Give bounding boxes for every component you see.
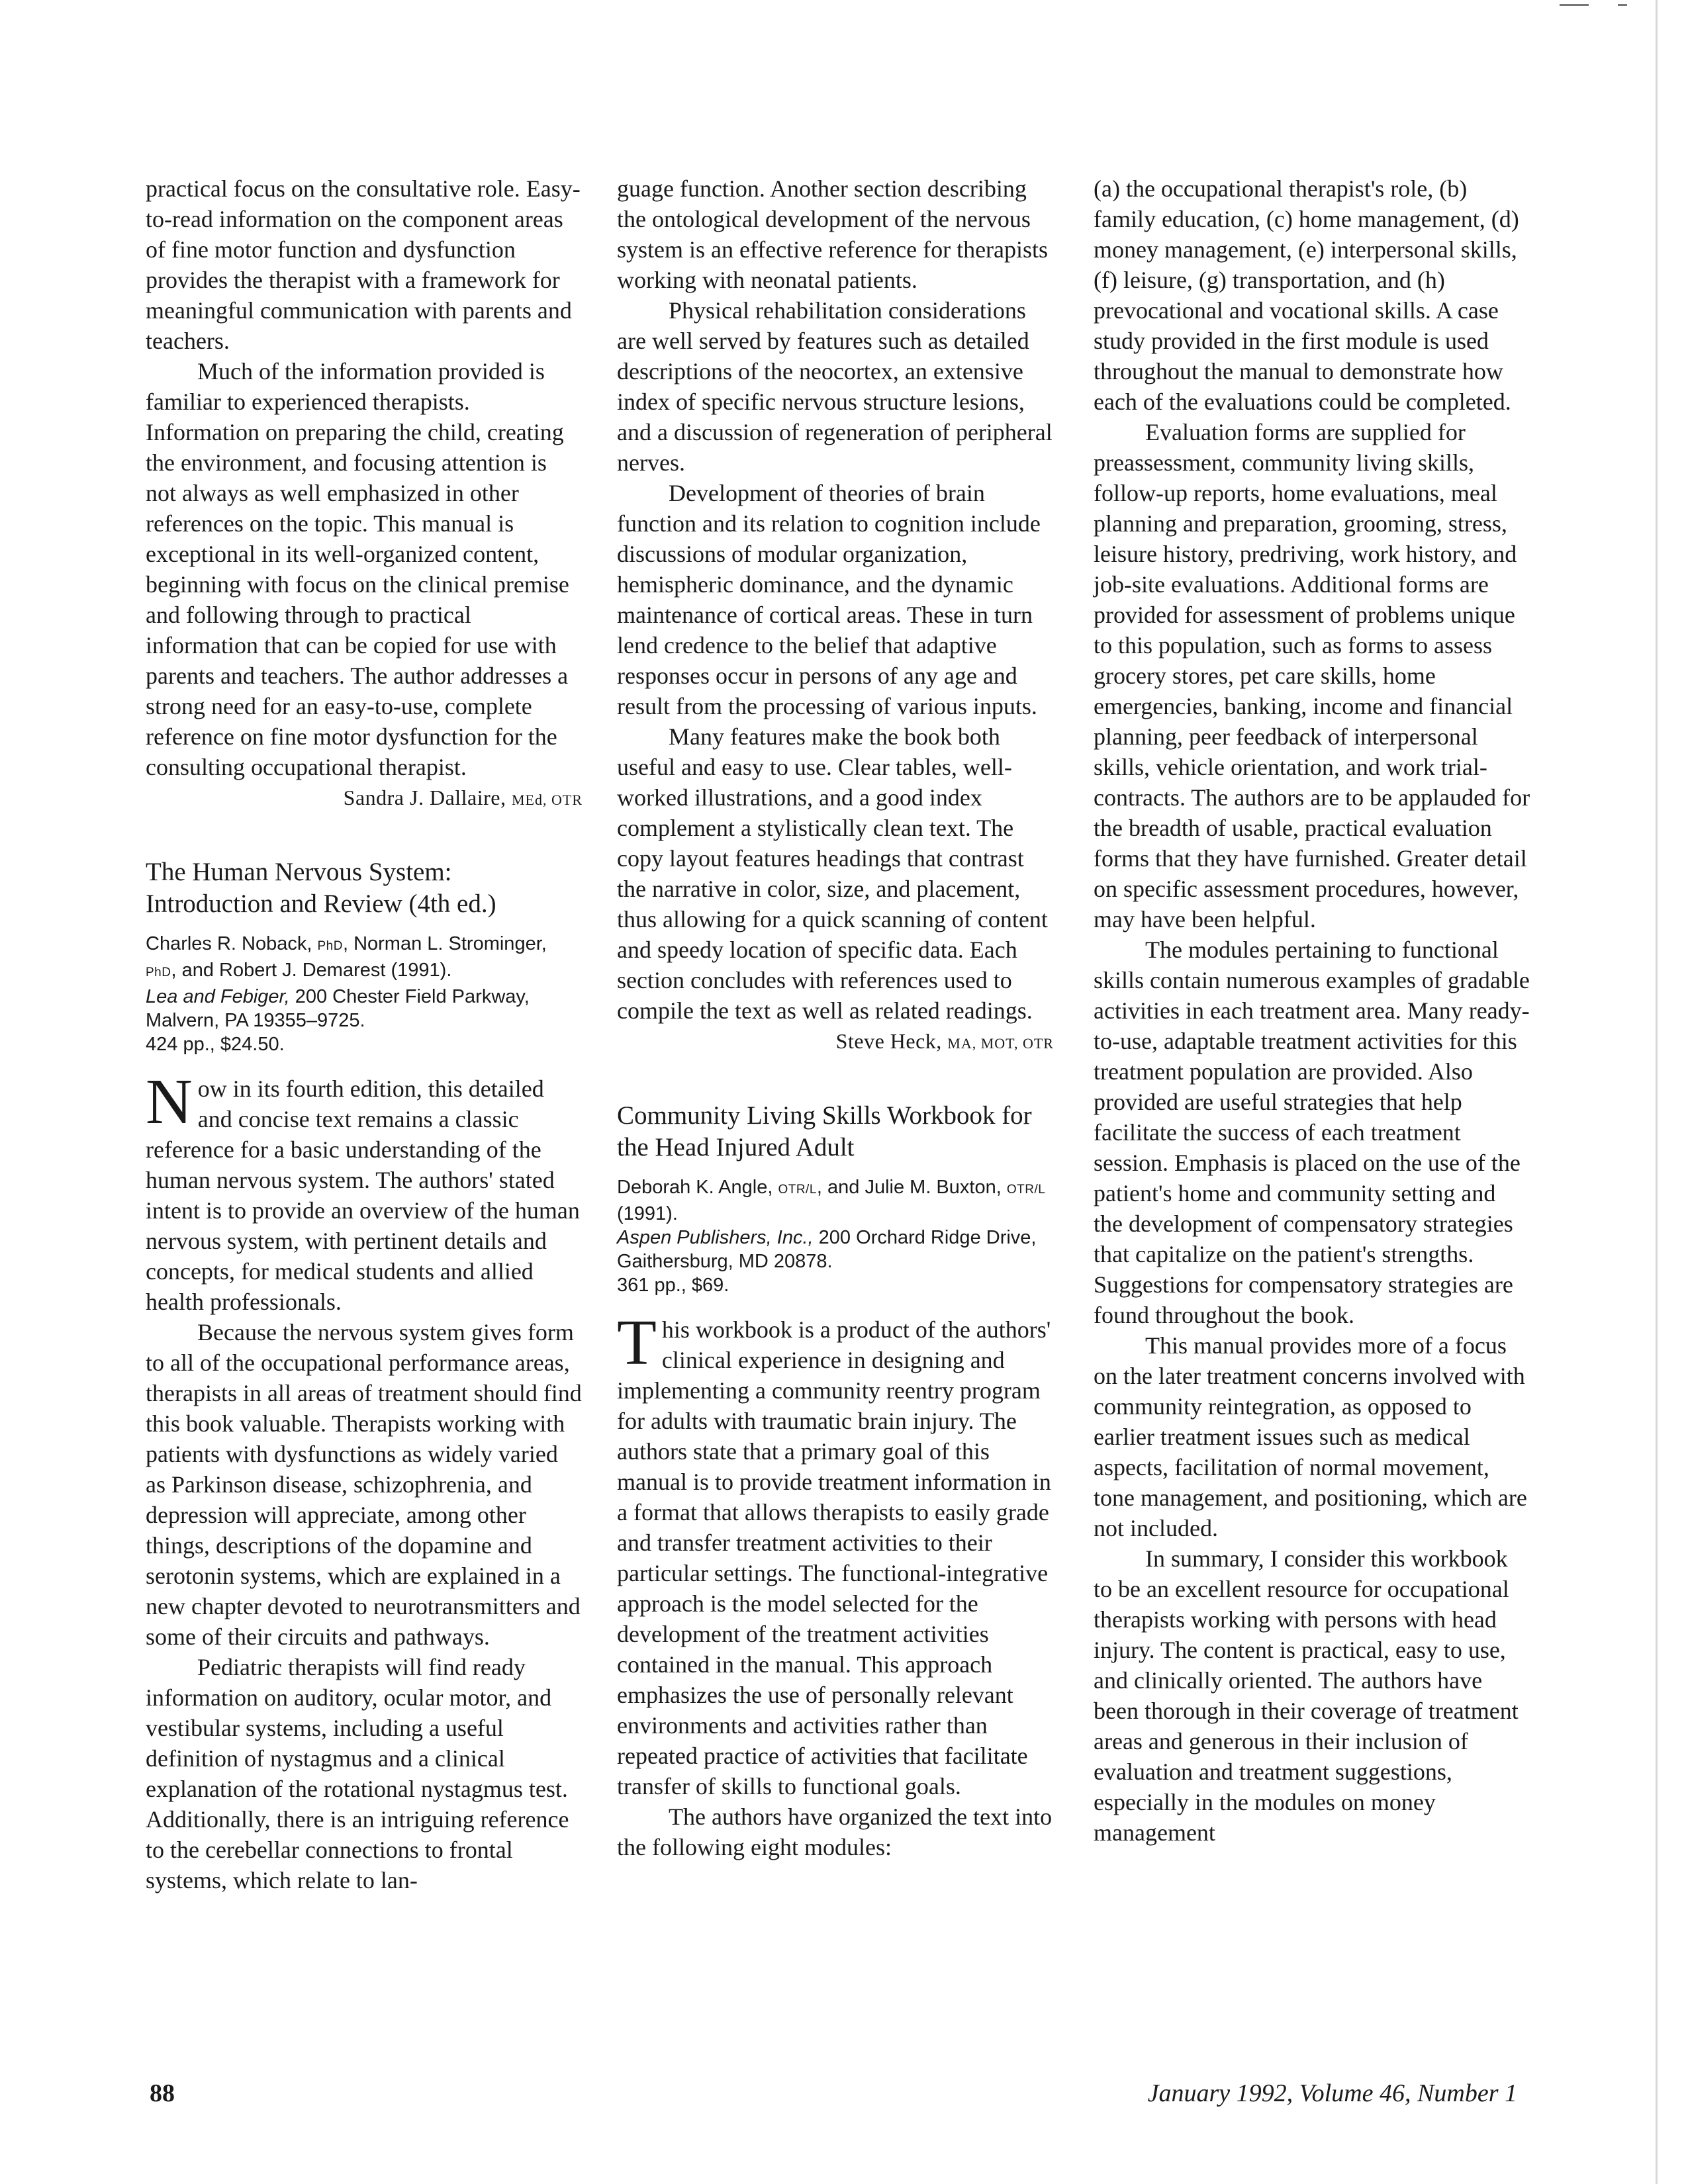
paragraph: Much of the information provided is familiar to experienced therapists. Information on preparing the child, creating the environment, and focusing attention is not always as well emphasized in other references on the topic. This manual is exceptional in its well-organized content, beginning with focus on the clinical premise and following through to practical information that can be copied for use with parents and teachers. The author addresses a strong need for an easy-to-use, complete reference on fine motor dysfunction for the consulting occupational therapist. — [146, 358, 569, 780]
reviewer-credentials: MEd, OTR — [512, 792, 583, 808]
paragraph: practical focus on the consultative role. Easy-to-read information on the component areas of fine motor function and dysfunction provides the therapist with a framework for meaningful communication with parents and teachers. — [146, 175, 581, 354]
author: , and Julie M. Buxton, — [816, 1177, 1002, 1198]
author-degree: PhD — [317, 939, 343, 953]
paragraph: Many features make the book both useful and easy to use. Clear tables, well-worked illustrations, and a good index complement a stylistically clean text. The copy layout features headings that contrast the narrative in color, size, and placement, thus allowing for a quick scanning of content and speedy location of specific data. Each section concludes with references used to compile the text as well as related readings. — [617, 723, 1048, 1024]
paragraph: Pediatric therapists will find ready information on auditory, ocular motor, and vestibular systems, including a useful definition of nystagmus and a clinical explanation of the rotational nystagmus test. Additionally, there is an intriguing reference to the cerebellar connections to frontal systems, which relate to lan- — [146, 1654, 569, 1893]
publisher-address: 200 Orchard Ridge Drive, Gaithersburg, MD 20878. — [617, 1227, 1037, 1272]
intro-text: his workbook is a product of the authors' clinical experience in designing and implementing a community reentry program for adults with traumatic brain injury. The authors state that a primary goal of this manual is to provide treatment information in a format that allows therapists to easily grade and transfer treatment activities to their particular settings. The functional-integrative approach is the model selected for the development of the treatment activities contained in the manual. This approach emphasizes the use of personally relevant environments and activities rather than repeated practice of activities that facilitate transfer of skills to functional goals. — [617, 1316, 1051, 1799]
citation-authors — [617, 1175, 1054, 1226]
reviewer-name: Steve Heck, — [835, 1029, 942, 1053]
paragraph: Evaluation forms are supplied for preassessment, community living skills, follow-up reports, home evaluations, meal planning and preparation, grooming, stress, leisure history, predriving, work history, and job-site evaluations. Additional forms are provided for assessment of problems unique to this population, such as forms to assess grocery stores, pet care skills, home emergencies, banking, income and financial planning, peer feedback of interpersonal skills, vehicle orientation, and work trial-contracts. The authors are to be applauded for the breadth of usable, practical evaluation forms that they have furnished. Greater detail on specific assessment procedures, however, may have been helpful. — [1094, 419, 1530, 933]
page-number: 88 — [150, 2079, 175, 2107]
author: (1991). — [617, 1203, 678, 1224]
intro-paragraph — [617, 1307, 1054, 1801]
drop-cap: N — [146, 1066, 193, 1138]
page-edge-line — [1656, 0, 1658, 2184]
paragraph: The authors have organized the text into the following eight modules: — [617, 1803, 1053, 1860]
intro-paragraph — [146, 1066, 583, 1317]
paragraph: The modules pertaining to functional skills contain numerous examples of gradable activities in each treatment area. Many ready-to-use, adaptable treatment activities for this treatment population are provided. Also provided are useful strategies that help facilitate the success of each treatment session. Emphasis is placed on the use of the patient's home and community setting and the development of compensatory strategies that capitalize on the patient's strengths. Suggestions for compensatory strategies are found throughout the book. — [1094, 936, 1530, 1328]
paragraph: Physical rehabilitation considerations are well served by features such as detailed descriptions of the neocortex, an extensive index of specific nervous structure lesions, and a discussion of regeneration of peripheral nerves. — [617, 297, 1053, 476]
reviewer-name: Sandra J. Dallaire, — [343, 786, 506, 809]
corner-mark — [1618, 4, 1627, 6]
book-citation — [146, 932, 583, 1056]
corner-mark — [1560, 4, 1589, 6]
publisher-name: Lea and Febiger, — [146, 986, 290, 1007]
publisher-name: Aspen Publishers, Inc., — [617, 1227, 814, 1248]
author-degree: OTR/L — [1006, 1183, 1046, 1197]
column-2 — [617, 173, 1054, 1862]
reviewer-signature — [146, 782, 583, 815]
author-degree: PhD — [146, 966, 171, 979]
citation-publisher — [146, 985, 583, 1032]
paragraph: Because the nervous system gives form to all of the occupational performance areas, therapists in all areas of treatment should find this book valuable. Therapists working with patients with dysfunctions as widely varied as Parkinson disease, schizophrenia, and depression will appreciate, among other things, descriptions of the dopamine and serotonin systems, which are explained in a new chapter devoted to neurotransmitters and some of their circuits and pathways. — [146, 1319, 582, 1650]
column-3 — [1094, 173, 1530, 1848]
paragraph: (a) the occupational therapist's role, (b) family education, (c) home management, (d) money management, (e) interpersonal skills, (f) leisure, (g) transportation, and (h) prevocational and vocational skills. A case study provided in the first module is used throughout the manual to demonstrate how each of the evaluations could be completed. — [1094, 175, 1519, 415]
paragraph: Development of theories of brain function and its relation to cognition include discussions of modular organization, hemispheric dominance, and the dynamic maintenance of cortical areas. These in turn lend credence to the belief that adaptive responses occur in persons of any age and result from the processing of various inputs. — [617, 480, 1041, 719]
paragraph: In summary, I consider this workbook to be an excellent resource for occupational therapists working with persons with head injury. The content is practical, easy to use, and clinically oriented. The authors have been thorough in their coverage of treatment areas and generous in their inclusion of evaluation and treatment suggestions, especially in the modules on money management — [1094, 1545, 1519, 1846]
author: Charles R. Noback, — [146, 933, 312, 954]
author: , Norman L. Strominger, — [342, 933, 547, 954]
reviewer-credentials: MA, MOT, OTR — [947, 1035, 1054, 1052]
reviewer-signature — [617, 1026, 1054, 1059]
book-citation — [617, 1175, 1054, 1297]
citation-pages-price: 424 pp., $24.50. — [146, 1034, 285, 1055]
review-title: Community Living Skills Workbook for the Head Injured Adult — [617, 1101, 1032, 1161]
paragraph: This manual provides more of a focus on the later treatment concerns involved with community reintegration, as opposed to earlier treatment issues such as medical aspects, facilitation of normal movement, tone management, and positioning, which are not included. — [1094, 1332, 1527, 1541]
citation-publisher — [617, 1226, 1054, 1273]
publisher-address: 200 Chester Field Parkway, Malvern, PA 19355–9725. — [146, 986, 530, 1031]
citation-pages-price: 361 pp., $69. — [617, 1275, 729, 1296]
paragraph: guage function. Another section describing the ontological development of the nervous system is an effective reference for therapists working with neonatal patients. — [617, 175, 1049, 293]
author: Deborah K. Angle, — [617, 1177, 773, 1198]
intro-text: ow in its fourth edition, this detailed and concise text remains a classic reference for a basic understanding of the human nervous system. The authors' stated intent is to provide an overview of the human nervous system, with pertinent details and concepts, for medical students and allied health professionals. — [146, 1075, 580, 1315]
review-title: The Human Nervous System: Introduction and Review (4th ed.) — [146, 858, 496, 918]
column-1 — [146, 173, 583, 1895]
running-footer: January 1992, Volume 46, Number 1 — [1147, 2079, 1517, 2107]
author-degree: OTR/L — [778, 1183, 817, 1197]
citation-authors — [146, 932, 583, 985]
author: , and Robert J. Demarest (1991). — [171, 960, 452, 981]
drop-cap: T — [617, 1307, 657, 1379]
